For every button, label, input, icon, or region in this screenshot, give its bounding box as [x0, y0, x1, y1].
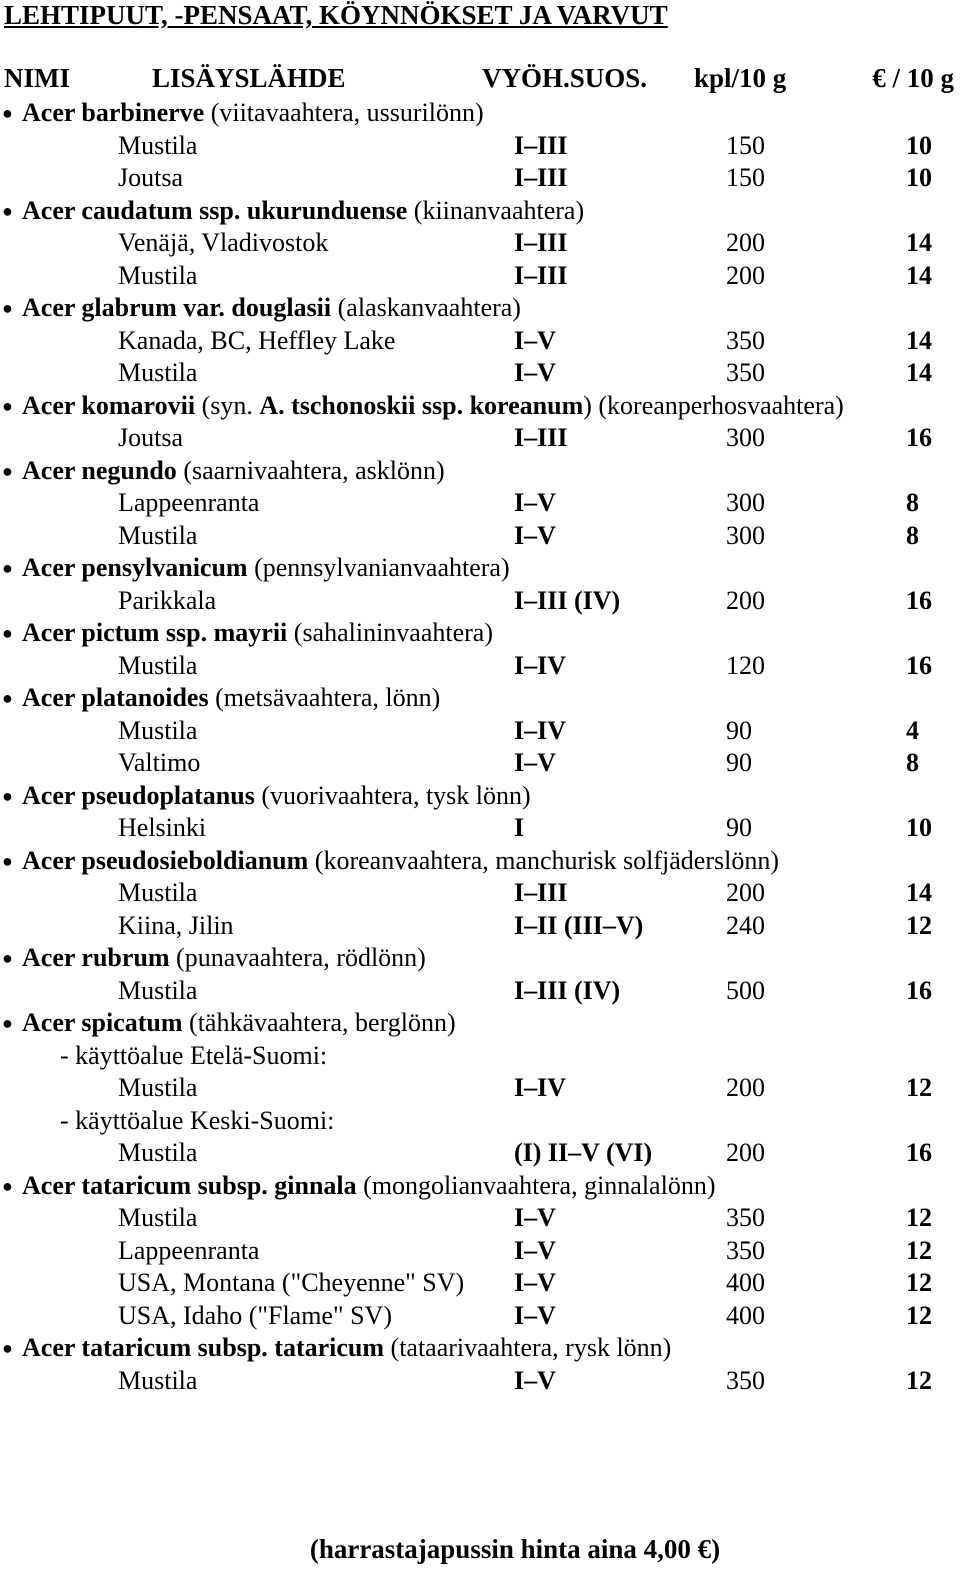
- price: 12: [906, 1235, 932, 1265]
- hardiness-zone: I–III: [514, 130, 568, 160]
- species-common-name: (metsävaahtera, lönn): [208, 683, 441, 712]
- source-row: [0, 1300, 960, 1333]
- price: 8: [906, 488, 919, 517]
- seed-count: 90: [726, 715, 752, 745]
- hardiness-zone: I–III: [514, 228, 568, 257]
- seed-count: 200: [726, 1073, 765, 1102]
- source-location: Mustila: [118, 1138, 198, 1167]
- species-row: [0, 552, 960, 585]
- price: 12: [906, 1268, 932, 1297]
- seed-count: 90: [726, 748, 752, 777]
- column-header-price: € / 10 g: [872, 63, 954, 93]
- price: 12: [906, 1365, 932, 1395]
- source-location: Mustila: [118, 260, 198, 290]
- page-title: LEHTIPUUT, -PENSAAT, KÖYNNÖKSET JA VARVUT: [4, 0, 668, 30]
- bullet-icon: ●: [2, 395, 13, 416]
- source-row: [0, 975, 960, 1008]
- species-latin-name: Acer tataricum subsp. ginnala: [22, 1170, 357, 1200]
- species-latin-name: Acer rubrum: [22, 943, 170, 972]
- seed-count: 200: [726, 585, 765, 615]
- species-latin-name: Acer barbinerve: [22, 98, 205, 127]
- source-location: Mustila: [118, 520, 198, 550]
- bullet-icon: ●: [2, 200, 13, 221]
- hardiness-zone: I–III: [514, 260, 568, 290]
- seed-count: 200: [726, 228, 765, 257]
- source-row: [0, 650, 960, 683]
- source-location: Lappeenranta: [118, 488, 260, 517]
- price: 4: [906, 715, 919, 745]
- source-row: [0, 585, 960, 618]
- price: 16: [906, 585, 932, 615]
- species-common-name: (syn.: [195, 390, 260, 420]
- source-row: [0, 1202, 960, 1235]
- price: 16: [906, 975, 932, 1005]
- source-location: Mustila: [118, 715, 198, 745]
- seed-list: [0, 97, 960, 1397]
- hardiness-zone: I–IV: [514, 1073, 567, 1102]
- hardiness-zone: I–III: [514, 423, 568, 452]
- species-common-name: (kiinanvaahtera): [407, 195, 585, 225]
- species-latin-name: Acer pictum ssp. mayrii: [22, 618, 288, 647]
- source-row: [0, 357, 960, 390]
- source-location: Mustila: [118, 1073, 198, 1102]
- source-row: [0, 1137, 960, 1170]
- price: 12: [906, 910, 932, 940]
- seed-count: 150: [726, 163, 765, 192]
- price: 14: [906, 260, 932, 290]
- price: 10: [906, 813, 932, 842]
- hardiness-zone: (I) II–V (VI): [514, 1138, 653, 1167]
- source-location: Parikkala: [118, 585, 217, 615]
- price: 10: [906, 130, 932, 160]
- bullet-icon: ●: [2, 298, 13, 318]
- source-row: [0, 747, 960, 780]
- source-location: Mustila: [118, 358, 198, 387]
- source-location: Helsinki: [118, 813, 207, 842]
- seed-count: 350: [726, 325, 765, 355]
- species-latin-name: Acer tataricum subsp. tataricum: [22, 1333, 385, 1362]
- species-row: [0, 1170, 960, 1203]
- source-row: [0, 227, 960, 260]
- hardiness-zone: I–V: [514, 325, 556, 355]
- price: 16: [906, 650, 932, 680]
- source-location: Lappeenranta: [118, 1235, 260, 1265]
- bullet-icon: ●: [2, 1338, 13, 1358]
- seed-count: 500: [726, 975, 765, 1005]
- hardiness-zone: I–III: [514, 878, 568, 907]
- hardiness-zone: I–III (IV): [514, 585, 621, 615]
- species-row: [0, 292, 960, 325]
- source-location: USA, Idaho ("Flame" SV): [118, 1300, 392, 1330]
- source-row: [0, 130, 960, 163]
- species-row: [0, 942, 960, 975]
- hardiness-zone: I–V: [514, 1300, 556, 1330]
- price: 14: [906, 878, 932, 907]
- seed-count: 350: [726, 1203, 765, 1232]
- source-location: Mustila: [118, 130, 198, 160]
- source-location: Valtimo: [118, 748, 201, 777]
- source-location: Joutsa: [118, 163, 183, 192]
- species-row: [0, 682, 960, 715]
- price: 8: [906, 520, 919, 550]
- species-row: [0, 195, 960, 228]
- species-row: [0, 1007, 960, 1040]
- seed-count: 300: [726, 423, 765, 452]
- source-row: [0, 715, 960, 748]
- source-row: [0, 1235, 960, 1268]
- seed-count: 200: [726, 1138, 765, 1167]
- hardiness-zone: I–IV: [514, 650, 567, 680]
- bullet-icon: ●: [2, 850, 13, 871]
- usage-area-note: - käyttöalue Etelä-Suomi:: [60, 1040, 328, 1070]
- source-location: Kiina, Jilin: [118, 910, 234, 940]
- species-row: [0, 617, 960, 650]
- source-location: Joutsa: [118, 423, 183, 452]
- source-row: [0, 1267, 960, 1300]
- bullet-icon: ●: [2, 558, 13, 578]
- seed-count: 400: [726, 1300, 765, 1330]
- species-common-name: (mongolianvaahtera, ginnalalönn): [356, 1170, 716, 1200]
- source-row: [0, 1365, 960, 1398]
- price: 12: [906, 1203, 932, 1232]
- source-location: Mustila: [118, 650, 198, 680]
- source-location: Kanada, BC, Heffley Lake: [118, 325, 396, 355]
- species-latin-name: Acer komarovii: [22, 390, 196, 420]
- bullet-icon: ●: [2, 623, 13, 643]
- hardiness-zone: I–V: [514, 1203, 556, 1232]
- species-latin-name: A. tschonoskii ssp. koreanum: [259, 390, 584, 420]
- species-common-name: (vuorivaahtera, tysk lönn): [254, 780, 531, 810]
- source-location: Venäjä, Vladivostok: [118, 228, 329, 257]
- seed-count: 200: [726, 878, 765, 907]
- species-row: [0, 780, 960, 813]
- species-row: [0, 845, 960, 878]
- seed-count: 200: [726, 260, 765, 290]
- source-row: [0, 877, 960, 910]
- species-common-name: (viitavaahtera, ussurilönn): [204, 98, 484, 127]
- species-latin-name: Acer negundo: [22, 455, 177, 485]
- hardiness-zone: I–V: [514, 1365, 556, 1395]
- species-latin-name: Acer pseudosieboldianum: [22, 845, 309, 875]
- price: 10: [906, 163, 932, 192]
- hardiness-zone: I–V: [514, 488, 556, 517]
- column-header-count: kpl/10 g: [694, 63, 787, 93]
- price: 14: [906, 228, 932, 257]
- species-row: [0, 390, 960, 423]
- hardiness-zone: I–V: [514, 748, 556, 777]
- species-latin-name: Acer platanoides: [22, 683, 209, 712]
- source-row: [0, 812, 960, 845]
- seed-count: 350: [726, 1235, 765, 1265]
- source-row: [0, 520, 960, 553]
- source-location: Mustila: [118, 975, 198, 1005]
- species-common-name: (sahalininvaahtera): [287, 618, 494, 647]
- source-row: [0, 422, 960, 455]
- seed-count: 350: [726, 358, 765, 387]
- price: 16: [906, 423, 932, 452]
- bullet-icon: ●: [2, 1013, 13, 1033]
- bullet-icon: ●: [2, 103, 13, 123]
- seed-count: 350: [726, 1365, 765, 1395]
- source-row: [0, 162, 960, 195]
- bullet-icon: ●: [2, 460, 13, 481]
- source-row: [0, 325, 960, 358]
- species-row: [0, 97, 960, 130]
- hardiness-zone: I: [514, 813, 525, 842]
- source-row: [0, 260, 960, 293]
- price: 8: [906, 748, 919, 777]
- seed-count: 300: [726, 520, 765, 550]
- source-row: [0, 1072, 960, 1105]
- species-row: [0, 1332, 960, 1365]
- hardiness-zone: I–V: [514, 1268, 556, 1297]
- source-row: [0, 910, 960, 943]
- hardiness-zone: I–IV: [514, 715, 567, 745]
- species-common-name: (saarnivaahtera, asklönn): [176, 455, 445, 485]
- hardiness-zone: I–III: [514, 163, 568, 192]
- hardiness-zone: I–II (III–V): [514, 910, 644, 940]
- bullet-icon: ●: [2, 785, 13, 806]
- species-common-name: (koreanvaahtera, manchurisk solfjäderslönn): [308, 845, 780, 875]
- price: 12: [906, 1300, 932, 1330]
- source-location: Mustila: [118, 1203, 198, 1232]
- hardiness-zone: I–V: [514, 1235, 556, 1265]
- species-common-name: (pennsylvanianvaahtera): [247, 553, 510, 582]
- usage-area-note: - käyttöalue Keski-Suomi:: [60, 1105, 335, 1135]
- species-latin-name: Acer pensylvanicum: [22, 553, 248, 582]
- species-common-name: (tataarivaahtera, rysk lönn): [384, 1333, 672, 1362]
- seed-count: 90: [726, 813, 752, 842]
- species-latin-name: Acer caudatum ssp. ukurunduense: [22, 195, 408, 225]
- species-row: [0, 455, 960, 488]
- seed-count: 150: [726, 130, 765, 160]
- species-common-name: ) (koreanperhosvaahtera): [583, 390, 844, 420]
- seed-count: 240: [726, 910, 765, 940]
- price: 16: [906, 1138, 932, 1167]
- price: 14: [906, 325, 932, 355]
- species-common-name: (alaskanvaahtera): [331, 293, 521, 322]
- species-common-name: (tähkävaahtera, berglönn): [182, 1008, 456, 1037]
- bullet-icon: ●: [2, 1175, 13, 1196]
- hardiness-zone: I–III (IV): [514, 975, 621, 1005]
- column-header-source: LISÄYSLÄHDE: [152, 63, 346, 93]
- seed-count: 120: [726, 650, 765, 680]
- hardiness-zone: I–V: [514, 358, 556, 387]
- source-location: Mustila: [118, 878, 198, 907]
- source-location: Mustila: [118, 1365, 198, 1395]
- hardiness-zone: I–V: [514, 520, 556, 550]
- seed-count: 400: [726, 1268, 765, 1297]
- species-latin-name: Acer spicatum: [22, 1008, 183, 1037]
- species-latin-name: Acer pseudoplatanus: [22, 780, 255, 810]
- source-row: [0, 487, 960, 520]
- bullet-icon: ●: [2, 688, 13, 708]
- price: 12: [906, 1073, 932, 1102]
- seed-count: 300: [726, 488, 765, 517]
- column-header-name: NIMI: [4, 63, 70, 93]
- column-header-zone: VYÖH.SUOS.: [482, 63, 648, 93]
- price: 14: [906, 358, 932, 387]
- species-latin-name: Acer glabrum var. douglasii: [22, 293, 332, 322]
- species-common-name: (punavaahtera, rödlönn): [169, 943, 426, 972]
- footer-note: (harrastajapussin hinta aina 4,00 €): [309, 1534, 721, 1564]
- source-location: USA, Montana ("Cheyenne" SV): [118, 1268, 465, 1297]
- bullet-icon: ●: [2, 948, 13, 968]
